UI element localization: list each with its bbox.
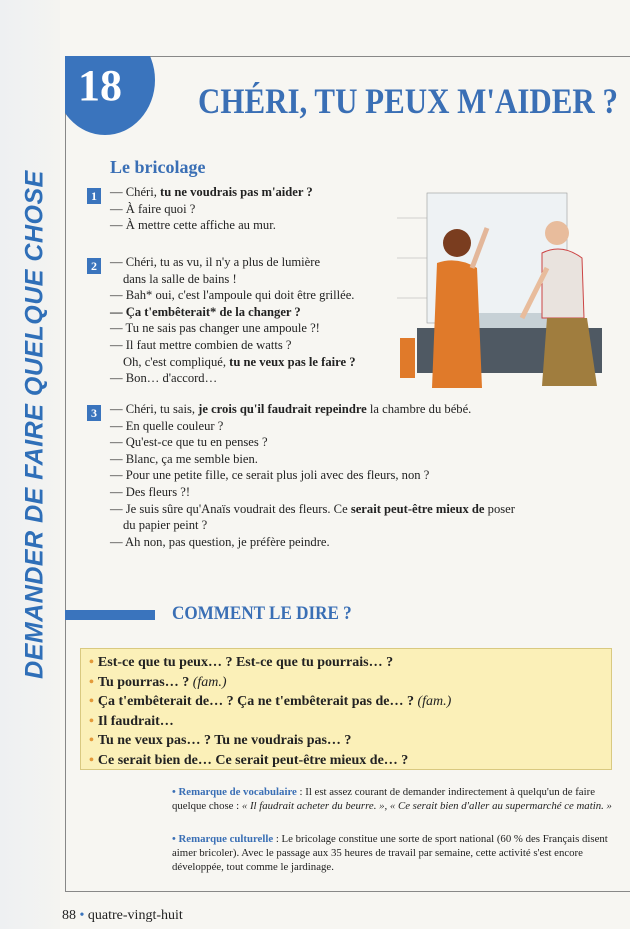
dialogue-line <box>110 467 515 484</box>
expression-item <box>81 751 611 771</box>
dialogue-line <box>110 484 515 501</box>
expression-text: Est-ce que tu peux… ? Est-ce que tu pourrais… ? <box>97 655 394 670</box>
bullet-icon: • <box>89 655 94 670</box>
dialogue-line <box>110 304 356 321</box>
register-note: (fam.) <box>192 674 227 690</box>
dialogue-text: — À faire quoi ? <box>110 201 196 216</box>
dialogue-line <box>110 401 515 418</box>
page-footer <box>62 908 183 924</box>
bullet-icon: • <box>89 752 94 768</box>
dialogue-line <box>110 287 356 304</box>
dialogue-line <box>110 320 356 337</box>
dialogue-text: — Tu ne sais pas changer une ampoule ?! <box>110 321 320 336</box>
dialogue-text: — Il faut mettre combien de watts ? <box>110 337 292 352</box>
dialogue-text: — Bon… d'accord… <box>110 371 218 386</box>
dialogue-1 <box>110 184 313 234</box>
expressions-box <box>80 648 612 770</box>
dialogue-text: — Je suis sûre qu'Anaïs voudrait des fleurs. Ce <box>110 501 351 516</box>
dialogue-text: poser <box>484 501 515 516</box>
dialogue-key-phrase: — Ça t'embêterait* de la changer ? <box>110 304 301 319</box>
dialogue-line <box>110 534 515 551</box>
remark-label-text: Remarque de vocabulaire <box>178 786 297 798</box>
dialogue-number-badge: 1 <box>87 188 101 204</box>
dialogue-key-phrase: je crois qu'il faudrait repeindre <box>198 402 367 416</box>
remark-cultural <box>172 832 612 874</box>
dialogue-number-badge: 3 <box>87 405 101 421</box>
dialogue-text: — Ah non, pas question, je préfère peindre. <box>110 534 330 549</box>
expression-text: Tu pourras… ? <box>97 674 190 690</box>
dialogue-line <box>110 201 313 218</box>
dialogue-line <box>110 434 515 451</box>
expression-item <box>81 712 611 732</box>
expression-text: Il faudrait… <box>97 713 174 729</box>
dialogue-line <box>110 337 356 354</box>
remark-label: • Remarque culturelle <box>172 833 274 845</box>
expressions-list <box>81 653 611 770</box>
expression-text: Ce serait bien de… Ce serait peut-être mieux de… ? <box>97 752 409 768</box>
remark-vocabulary <box>172 785 612 813</box>
dialogue-text: — Pour une petite fille, ce serait plus joli avec des fleurs, non ? <box>110 468 430 483</box>
bullet-icon: • <box>89 713 94 729</box>
dialogue-text: — En quelle couleur ? <box>110 418 224 433</box>
dialogue-line <box>110 217 313 234</box>
frame-line-left <box>65 56 66 892</box>
page-number-words: quatre-vingt-huit <box>87 908 183 923</box>
dialogue-number-badge: 2 <box>87 258 101 274</box>
dialogue-text: dans la salle de bains ! <box>123 271 237 286</box>
section-bar <box>65 610 155 620</box>
remark-text: : Il est assez courant de demander indirectement à quelqu'un de faire quelque chose : <box>172 786 595 812</box>
unit-number: 18 <box>78 61 122 110</box>
frame-line-bottom <box>65 891 630 892</box>
sidebar-label: DEMANDER DE FAIRE QUELQUE CHOSE <box>20 170 49 679</box>
subtitle: Le bricolage <box>110 157 206 177</box>
register-note: (fam.) <box>417 694 452 709</box>
bullet-icon: • <box>89 694 94 709</box>
dialogue-line <box>110 501 515 518</box>
dialogue-text: — À mettre cette affiche au mur. <box>110 218 276 233</box>
dialogue-line <box>110 271 356 288</box>
couple-bathroom-illustration <box>392 188 617 393</box>
footer-bullet: • <box>79 908 85 923</box>
section-title: COMMENT LE DIRE ? <box>172 603 352 624</box>
dialogue-text: — Chéri, tu sais, <box>110 402 199 416</box>
dialogue-text: — Qu'est-ce que tu en penses ? <box>110 435 268 450</box>
dialogue-text: — Chéri, <box>110 185 161 199</box>
dialogue-line <box>110 184 313 201</box>
dialogue-line <box>110 254 356 271</box>
remark-label-text: Remarque culturelle <box>178 833 274 845</box>
dialogue-2 <box>110 254 356 387</box>
dialogue-text: — Blanc, ça me semble bien. <box>110 451 258 466</box>
bullet-icon: • <box>89 733 94 748</box>
page-number: 88 <box>62 908 76 923</box>
expression-text: Tu ne veux pas… ? Tu ne voudrais pas… ? <box>97 733 352 748</box>
expression-text: Ça t'embêterait de… ? Ça ne t'embêterait pas de… ? <box>97 694 414 709</box>
dialogue-line <box>110 370 356 387</box>
dialogue-text: Oh, c'est compliqué, <box>123 354 230 369</box>
page-title: CHÉRI, TU PEUX M'AIDER ? <box>198 81 619 121</box>
dialogue-key-phrase: tu ne voudrais pas m'aider ? <box>160 185 313 199</box>
remark-label: • Remarque de vocabulaire <box>172 786 297 798</box>
expression-item <box>81 731 611 751</box>
expression-item <box>81 653 611 673</box>
expression-item <box>81 692 611 712</box>
dialogue-text: — Bah* oui, c'est l'ampoule qui doit être grillée. <box>110 288 355 303</box>
bullet-icon: • <box>89 674 94 690</box>
remark-text: : Le bricolage constitue une sorte de sport national (60 % des Français disent aimer bricoler). Avec le passage aux 35 heures de travail par semaine, cette activité s'est encore développée, tout comme le jardinage. <box>172 833 608 873</box>
dialogue-line <box>110 451 515 468</box>
dialogue-text: — Des fleurs ?! <box>110 484 191 499</box>
dialogue-line <box>110 517 515 534</box>
dialogue-line <box>110 354 356 371</box>
expression-item <box>81 673 611 693</box>
remark-example: « Il faudrait acheter du beurre. », « Ce serait bien d'aller au supermarché ce matin. » <box>241 800 612 812</box>
dialogue-key-phrase: tu ne veux pas le faire ? <box>229 354 356 369</box>
dialogue-3 <box>110 401 515 550</box>
dialogue-line <box>110 418 515 435</box>
dialogue-text: la chambre du bébé. <box>366 402 472 416</box>
dialogue-text: — Chéri, tu as vu, il n'y a plus de lumière <box>110 255 321 269</box>
dialogue-text: du papier peint ? <box>123 518 208 533</box>
dialogue-key-phrase: serait peut-être mieux de <box>350 501 485 516</box>
